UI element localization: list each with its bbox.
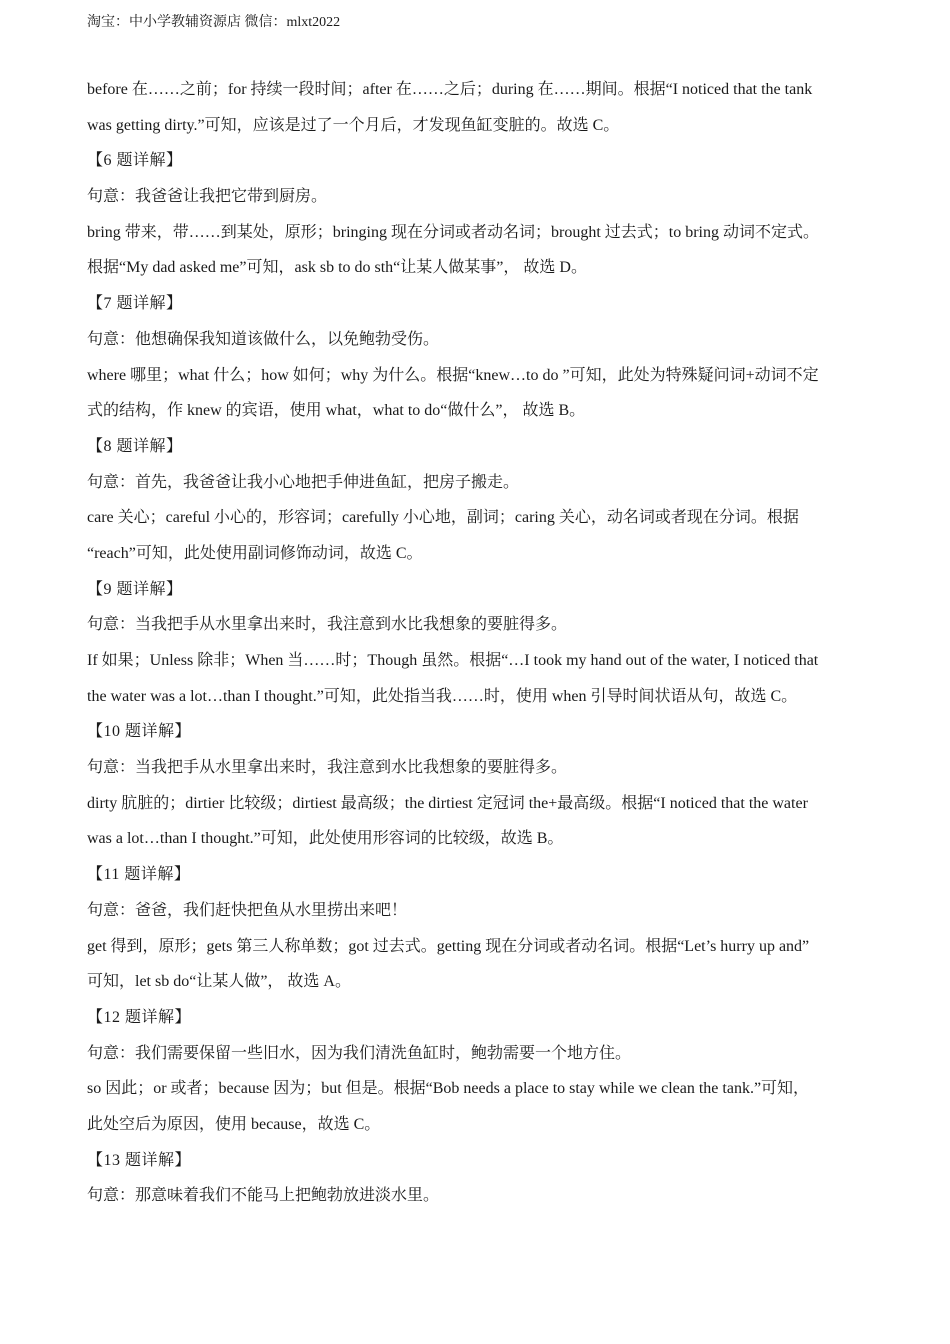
text-line: 根据“My dad asked me”可知，ask sb to do sth“让某人做某事”， 故选 D。 (87, 259, 587, 277)
section-title: 【8 题详解】 (87, 437, 183, 455)
text-line: care 关心；careful 小心的，形容词；carefully 小心地，副词；caring 关心，动名词或者现在分词。根据 (87, 509, 799, 527)
text-line: 句意：当我把手从水里拿出来时，我注意到水比我想象的要脏得多。 (87, 759, 568, 777)
text-line: was getting dirty.”可知，应该是过了一个月后，才发现鱼缸变脏的。故选 C。 (87, 116, 620, 134)
section-title: 【13 题详解】 (87, 1151, 192, 1169)
text-line: 句意：那意味着我们不能马上把鲍勃放进淡水里。 (87, 1187, 440, 1205)
document-body (87, 72, 863, 1214)
text-line: 此处空后为原因，使用 because，故选 C。 (87, 1115, 381, 1133)
section-title: 【6 题详解】 (87, 152, 183, 170)
text-line: 句意：当我把手从水里拿出来时，我注意到水比我想象的要脏得多。 (87, 616, 568, 634)
text-line: 句意：我们需要保留一些旧水，因为我们清洗鱼缸时，鲍勃需要一个地方住。 (87, 1044, 632, 1062)
text-line: so 因此；or 或者；because 因为；but 但是。根据“Bob needs a place to stay while we clean the tank.”可知， (87, 1080, 810, 1098)
text-line: 句意：首先，我爸爸让我小心地把手伸进鱼缸，把房子搬走。 (87, 473, 520, 491)
page-header: 淘宝：中小学教辅资源店 微信：mlxt2022 (87, 15, 341, 30)
text-line: was a lot…than I thought.”可知，此处使用形容词的比较级，故选 B。 (87, 830, 564, 848)
text-line: dirty 肮脏的；dirtier 比较级；dirtiest 最高级；the dirtiest 定冠词 the+最高级。根据“I noticed that the water (87, 794, 808, 812)
section-title: 【12 题详解】 (87, 1008, 192, 1026)
text-line: 式的结构，作 knew 的宾语，使用 what，what to do“做什么”， 故选 B。 (87, 402, 586, 420)
text-line: 句意：他想确保我知道该做什么，以免鲍勃受伤。 (87, 330, 440, 348)
text-line: 可知，let sb do“让某人做”， 故选 A。 (87, 973, 351, 991)
text-line: 句意：爸爸，我们赶快把鱼从水里捞出来吧！ (87, 901, 408, 919)
section-title: 【10 题详解】 (87, 723, 192, 741)
text-line: bring 带来，带……到某处，原形；bringing 现在分词或者动名词；brought 过去式；to bring 动词不定式。 (87, 223, 819, 241)
text-line: before 在……之前；for 持续一段时间；after 在……之后；during 在……期间。根据“I noticed that the tank (87, 81, 813, 98)
text-line: get 得到，原形；gets 第三人称单数；got 过去式。getting 现在分词或者动名词。根据“Let’s hurry up and” (87, 937, 810, 955)
section-title: 【7 题详解】 (87, 295, 183, 313)
text-line: where 哪里；what 什么；how 如何；why 为什么。根据“knew…to do ”可知，此处为特殊疑问词+动词不定 (87, 366, 819, 384)
text-line: “reach”可知，此处使用副词修饰动词，故选 C。 (87, 544, 423, 562)
text-line: 句意：我爸爸让我把它带到厨房。 (87, 188, 328, 206)
section-title: 【11 题详解】 (87, 866, 191, 884)
section-title: 【9 题详解】 (87, 580, 183, 598)
text-line: If 如果；Unless 除非；When 当……时；Though 虽然。根据“…I took my hand out of the water, I noticed that (87, 652, 819, 669)
text-line: the water was a lot…than I thought.”可知，此处指当我……时，使用 when 引导时间状语从句，故选 C。 (87, 687, 798, 705)
